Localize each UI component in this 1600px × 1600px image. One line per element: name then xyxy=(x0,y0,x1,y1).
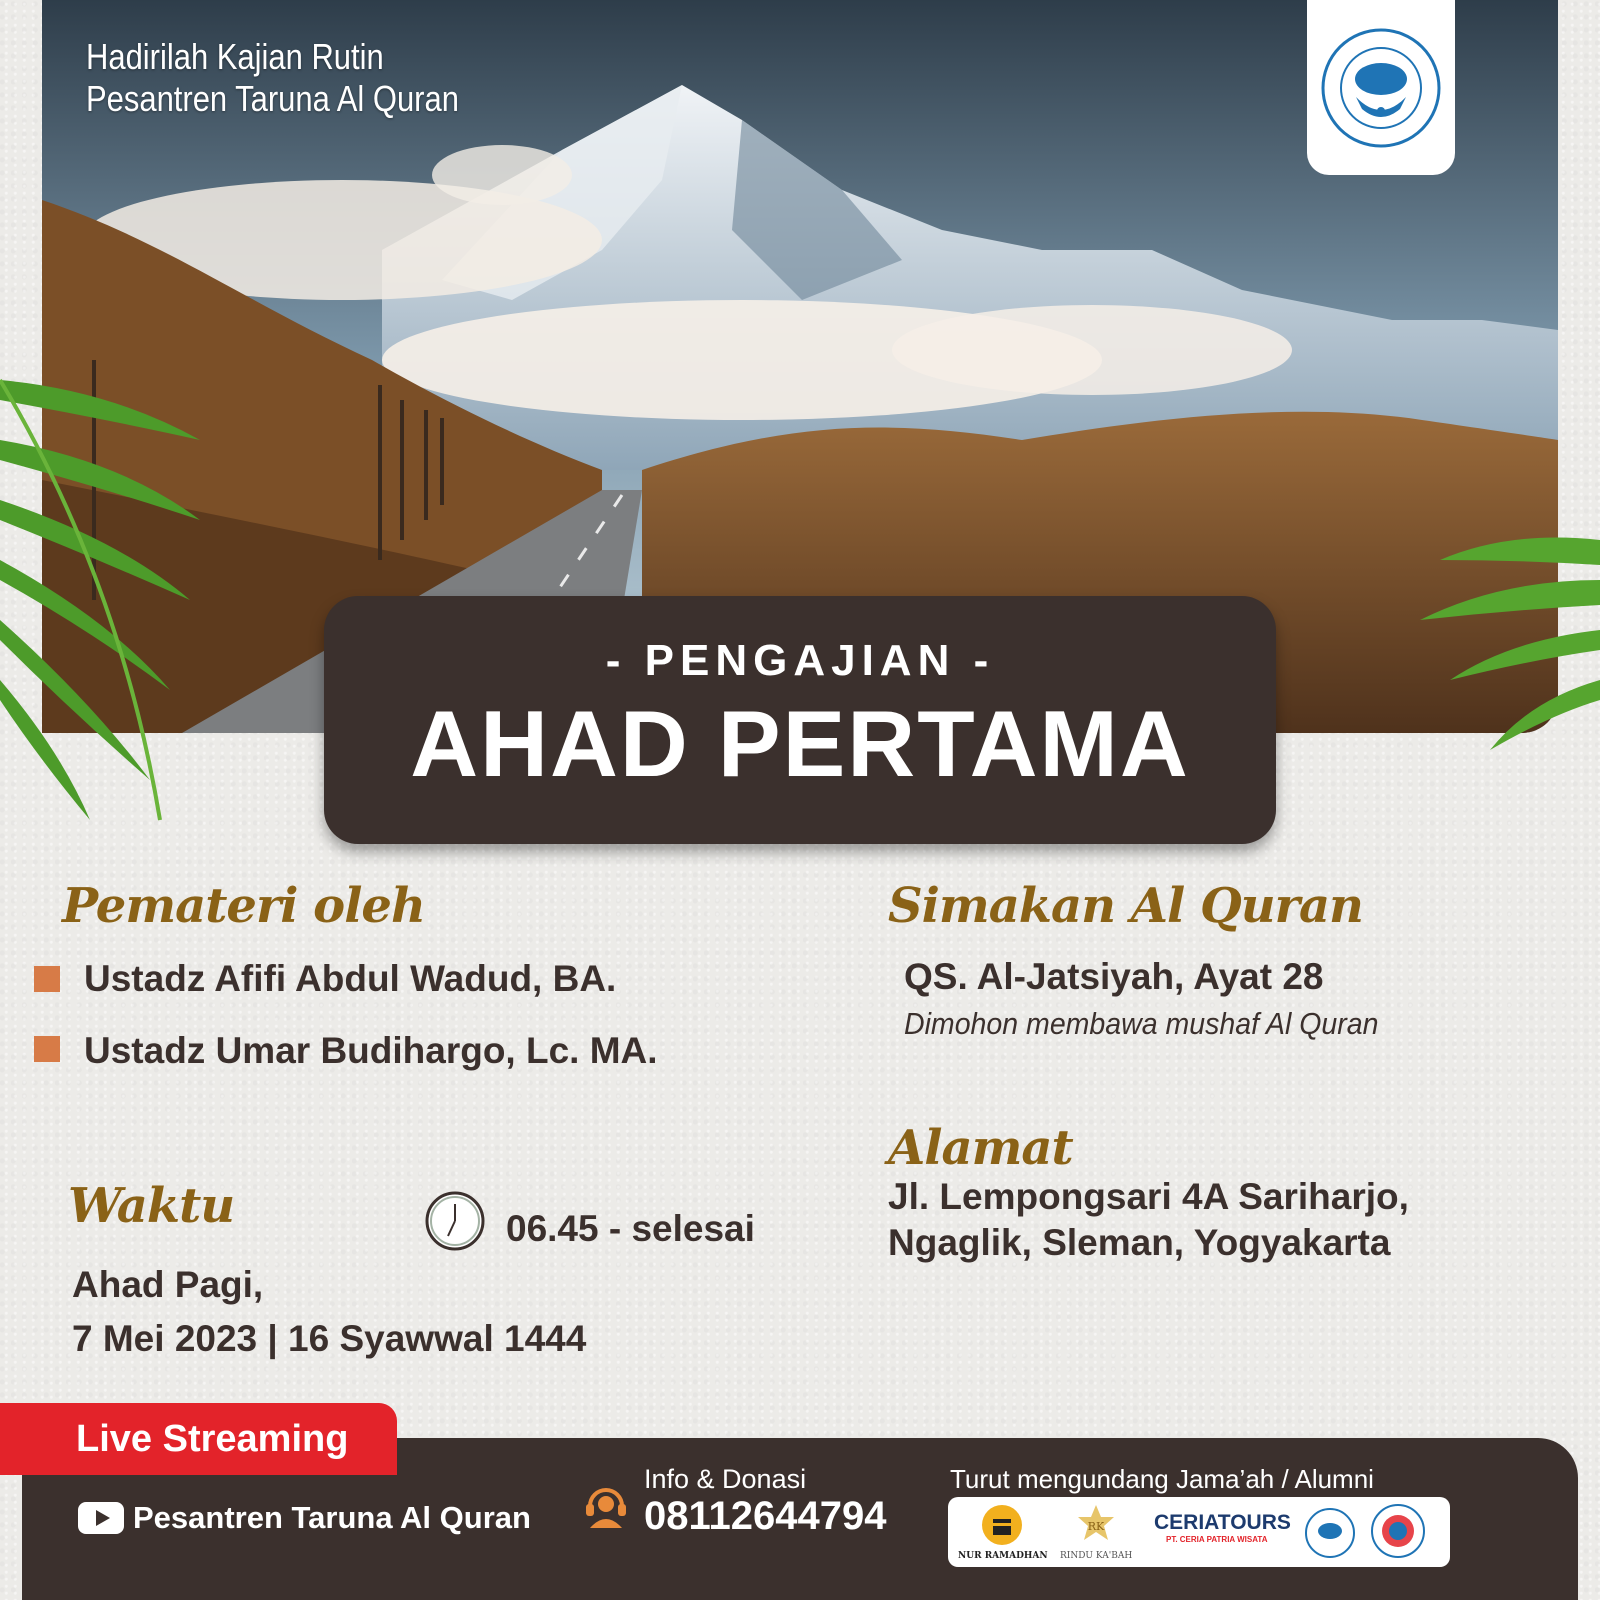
speaker-1: Ustadz Afifi Abdul Wadud, BA. xyxy=(84,958,617,999)
waktu-day: Ahad Pagi, xyxy=(72,1264,264,1305)
simakan-surah: QS. Al-Jatsiyah, Ayat 28 xyxy=(904,956,1324,997)
partner-ceria-patria: PT. CERIA PATRIA WISATA xyxy=(1166,1535,1268,1544)
waktu-time: 06.45 - selesai xyxy=(506,1208,755,1249)
event-title-box xyxy=(324,596,1276,844)
waktu-heading: Waktu xyxy=(68,1178,235,1234)
headset-icon xyxy=(582,1480,630,1528)
simakan-note: Dimohon membawa mushaf Al Quran xyxy=(904,1006,1379,1041)
title-subtitle: - PENGAJIAN - xyxy=(605,636,995,685)
speaker-2: Ustadz Umar Budihargo, Lc. MA. xyxy=(84,1030,658,1071)
phone-number: 08112644794 xyxy=(644,1494,887,1538)
hero-heading xyxy=(86,36,459,120)
pesantren-logo-icon xyxy=(1320,27,1442,149)
simakan-heading: Simakan Al Quran xyxy=(888,878,1363,934)
speakers-heading: Pemateri oleh xyxy=(62,878,425,934)
clock-icon xyxy=(424,1190,486,1252)
svg-text:RK: RK xyxy=(1087,1520,1105,1533)
partner-nur-ramadhan: NUR RAMADHAN xyxy=(958,1551,1048,1561)
alumni-logo-icon xyxy=(1370,1503,1426,1559)
speaker-bullet xyxy=(34,966,60,992)
alamat-line-2: Ngaglik, Sleman, Yogyakarta xyxy=(888,1222,1391,1263)
info-label: Info & Donasi xyxy=(644,1464,807,1494)
rindu-kabah-logo-icon xyxy=(1074,1503,1118,1547)
logo-box xyxy=(1307,0,1455,175)
hero-line-1: Hadirilah Kajian Rutin xyxy=(86,36,384,77)
partner-ceria-tours: CERIATOURS xyxy=(1154,1511,1291,1534)
partners-label: Turut mengundang Jama’ah / Alumni xyxy=(950,1464,1374,1494)
palm-leaf-right xyxy=(1400,520,1600,820)
youtube-icon xyxy=(78,1502,124,1534)
alamat-line-1: Jl. Lempongsari 4A Sariharjo, xyxy=(888,1176,1409,1217)
waktu-date: 7 Mei 2023 | 16 Syawwal 1444 xyxy=(72,1318,587,1359)
youtube-channel: Pesantren Taruna Al Quran xyxy=(133,1500,531,1535)
hero-line-2: Pesantren Taruna Al Quran xyxy=(86,78,459,119)
nur-ramadhan-logo-icon xyxy=(980,1503,1024,1547)
partner-rindu-kabah: RINDU KA'BAH xyxy=(1060,1551,1133,1561)
title-main: AHAD PERTAMA xyxy=(410,691,1190,796)
speaker-bullet xyxy=(34,1036,60,1062)
pesantren-small-logo-icon xyxy=(1304,1507,1356,1559)
palm-leaf-left xyxy=(0,320,210,840)
alamat-heading: Alamat xyxy=(888,1120,1073,1176)
partners-logos xyxy=(948,1497,1450,1567)
live-streaming-badge: Live Streaming xyxy=(0,1403,397,1475)
